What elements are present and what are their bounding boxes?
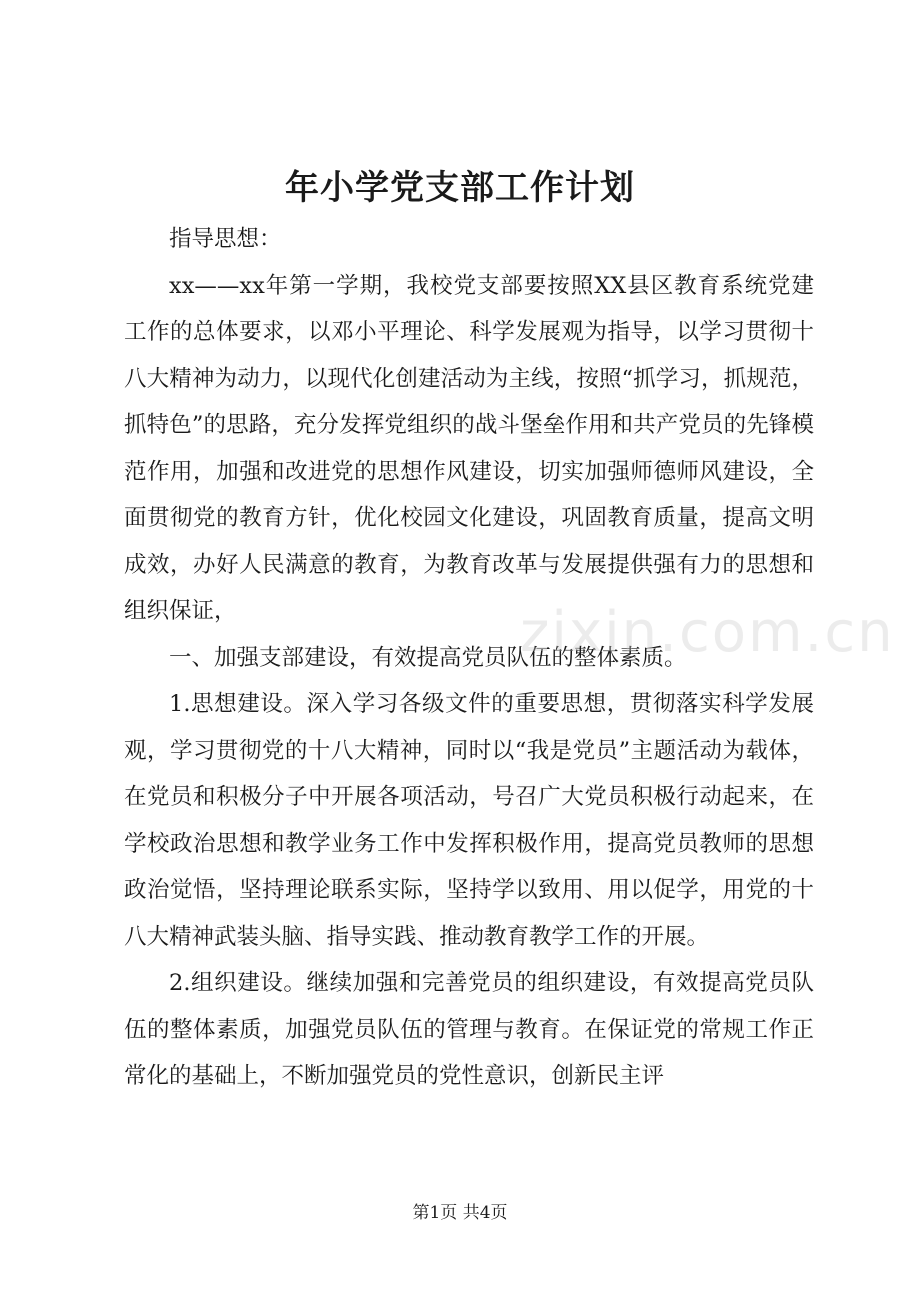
- watermark: zixin.com.cn: [520, 600, 895, 665]
- document-title: 年小学党支部工作计划: [285, 168, 635, 208]
- paragraph-guiding-content: xx——xx年第一学期，我校党支部要按照XX县区教育系统党建工作的总体要求，以邓小平理论、科学发展观为指导，以学习贯彻十八大精神为动力，以现代化创建活动为主线，按照“抓学习，抓规范，抓特色”的思路，充分发挥党组织的战斗堡垒作用和共产党员的先锋模范作用，加强和改进党的思想作风建设，切实加强师德师风建设，全面贯彻党的教育方针，优化校园文化建设，巩固教育质量，提高文明成效，办好人民满意的教育，为教育改革与发展提供强有力的思想和组织保证，: [124, 272, 814, 624]
- paragraph-guiding-heading: 指导思想：: [169, 226, 282, 252]
- paragraph-organization: 2.组织建设。继续加强和完善党员的组织建设，有效提高党员队伍的整体素质，加强党员队伍的管理与教育。在保证党的常规工作正常化的基础上，不断加强党员的党性意识，创新民主评: [124, 970, 814, 1089]
- page-footer: 第1页 共4页: [412, 1203, 508, 1223]
- paragraph-ideology: 1.思想建设。深入学习各级文件的重要思想，贯彻落实科学发展观，学习贯彻党的十八大精神，同时以“我是党员”主题活动为载体，在党员和积极分子中开展各项活动，号召广大党员积极行动起来，在学校政治思想和教学业务工作中发挥积极作用，提高党员教师的思想政治觉悟，坚持理论联系实际，坚持学以致用、用以促学，用党的十八大精神武装头脑、指导实践、推动教育教学工作的开展。: [124, 691, 814, 950]
- paragraph-section-heading: 一、加强支部建设，有效提高党员队伍的整体素质。: [169, 644, 687, 671]
